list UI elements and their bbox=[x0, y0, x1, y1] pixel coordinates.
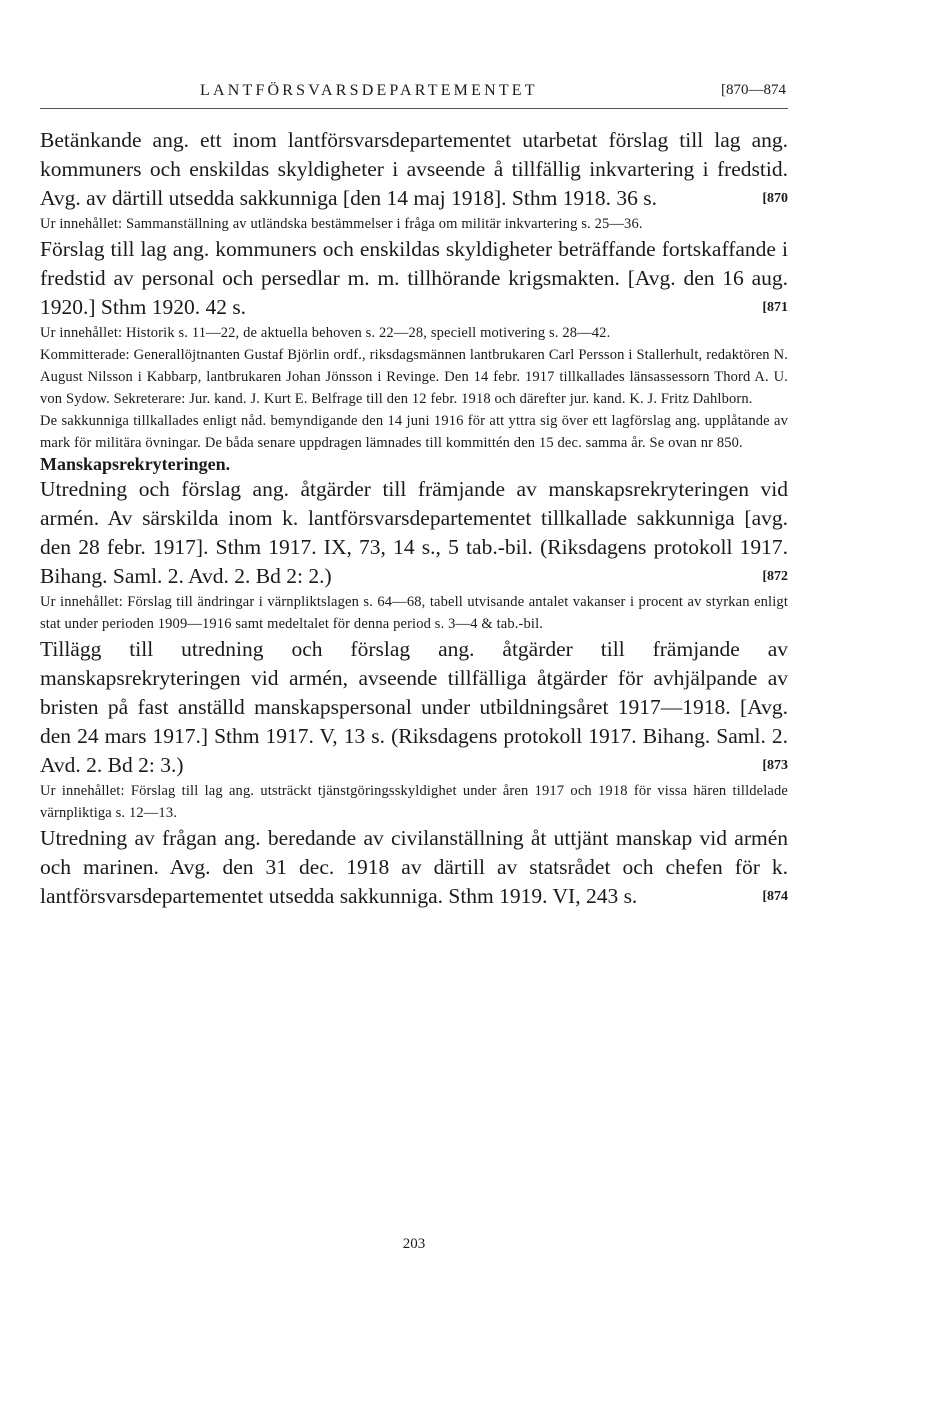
main-content bbox=[40, 126, 788, 911]
entry-871 bbox=[40, 235, 788, 322]
header-entry-range: [870—874 bbox=[721, 82, 786, 98]
section-heading: Manskapsrekryteringen. bbox=[40, 454, 231, 474]
entry-870-note: Ur innehållet: Sammanställning av utländska bestämmelser i fråga om militär inkvartering s. 25—36. bbox=[40, 216, 643, 232]
entry-ref: [871 bbox=[762, 300, 788, 315]
running-header bbox=[40, 78, 788, 109]
entry-874 bbox=[40, 824, 788, 911]
entry-872 bbox=[40, 475, 788, 591]
entry-873 bbox=[40, 635, 788, 780]
entry-text: Utredning av frågan ang. beredande av civilanställning åt uttjänt manskap vid armén och marinen. Avg. den 31 dec. 1918 av därtill av statsrådet och chefen för k. lantförsvarsdepartementet utsedda sakkunniga. Sthm 1919. VI, 243 s. bbox=[40, 826, 788, 908]
entry-872-note: Ur innehållet: Förslag till ändringar i värnpliktslagen s. 64—68, tabell utvisande antalet vakanser i procent av styrkan enligt stat under perioden 1909—1916 samt medeltalet för denna period s. 3—4 & tab.-bil. bbox=[40, 594, 788, 632]
entry-text: Utredning och förslag ang. åtgärder till främjande av manskapsrekryteringen vid armén. Av särskilda inom k. lantförsvarsdepartementet tillkallade sakkunniga [avg. den 28 febr. 1917]. Sthm 1917. IX, 73, 14 s., 5 tab.-bil. (Riksdagens protokoll 1917. Bihang. Saml. 2. Avd. 2. Bd 2: 2.) bbox=[40, 477, 788, 588]
entry-ref: [873 bbox=[762, 758, 788, 773]
entry-text: Tillägg till utredning och förslag ang. åtgärder till främjande av manskapsrekryteringen vid armén, avseende tillfälliga åtgärder för avhjälpande av bristen på fast anställd manskapspersonal under utbildningsåret 1917—1918. [Avg. den 24 mars 1917.] Sthm 1917. V, 13 s. (Riksdagens protokoll 1917. Bihang. Saml. 2. Avd. 2. Bd 2: 3.) bbox=[40, 637, 788, 777]
entry-871-decree: De sakkunniga tillkallades enligt nåd. bemyndigande den 14 juni 1916 för att yttra sig över ett lagförslag ang. upplåtande av mark för militära övningar. De båda senare uppdragen lämnades till kommittén den 15 dec. samma år. Se ovan nr 850. bbox=[40, 413, 788, 451]
page-number: 203 bbox=[402, 1236, 426, 1252]
entry-text: Betänkande ang. ett inom lantförsvarsdepartementet utarbetat förslag till lag ang. kommuners och enskildas skyldigheter i avseende å tillfällig inkvartering i fredstid. Avg. av därtill utsedda sakkunniga [den 14 maj 1918]. Sthm 1918. 36 s. bbox=[40, 128, 788, 210]
entry-873-note: Ur innehållet: Förslag till lag ang. utsträckt tjänstgöringsskyldighet under åren 1917 och 1918 för vissa hären tilldelade värnpliktiga s. 12—13. bbox=[40, 783, 788, 821]
entry-ref: [870 bbox=[762, 191, 788, 206]
entry-text: Förslag till lag ang. kommuners och enskildas skyldigheter beträffande fortskaffande i fredstid av personal och persedlar m. m. tillhörande krigsmakten. [Avg. den 16 aug. 1920.] Sthm 1920. 42 s. bbox=[40, 237, 788, 319]
header-title: LANTFÖRSVARSDEPARTEMENTET bbox=[200, 82, 538, 99]
entry-871-committee: Kommitterade: Generallöjtnanten Gustaf Björlin ordf., riksdagsmännen lantbrukaren Carl Persson i Stallerhult, redaktören N. August Nilsson i Kabbarp, lantbrukaren Johan Jönsson i Revinge. Den 14 febr. 1917 tillkallades länsassessorn Thord A. U. von Sydow. Sekreterare: Jur. kand. J. Kurt E. Belfrage till den 12 febr. 1918 och därefter jur. kand. K. J. Fritz Dahlborn. bbox=[40, 347, 788, 407]
entry-ref: [874 bbox=[762, 889, 788, 904]
entry-871-note: Ur innehållet: Historik s. 11—22, de aktuella behoven s. 22—28, speciell motivering s. 28—42. bbox=[40, 325, 611, 341]
entry-ref: [872 bbox=[762, 569, 788, 584]
entry-870 bbox=[40, 126, 788, 213]
